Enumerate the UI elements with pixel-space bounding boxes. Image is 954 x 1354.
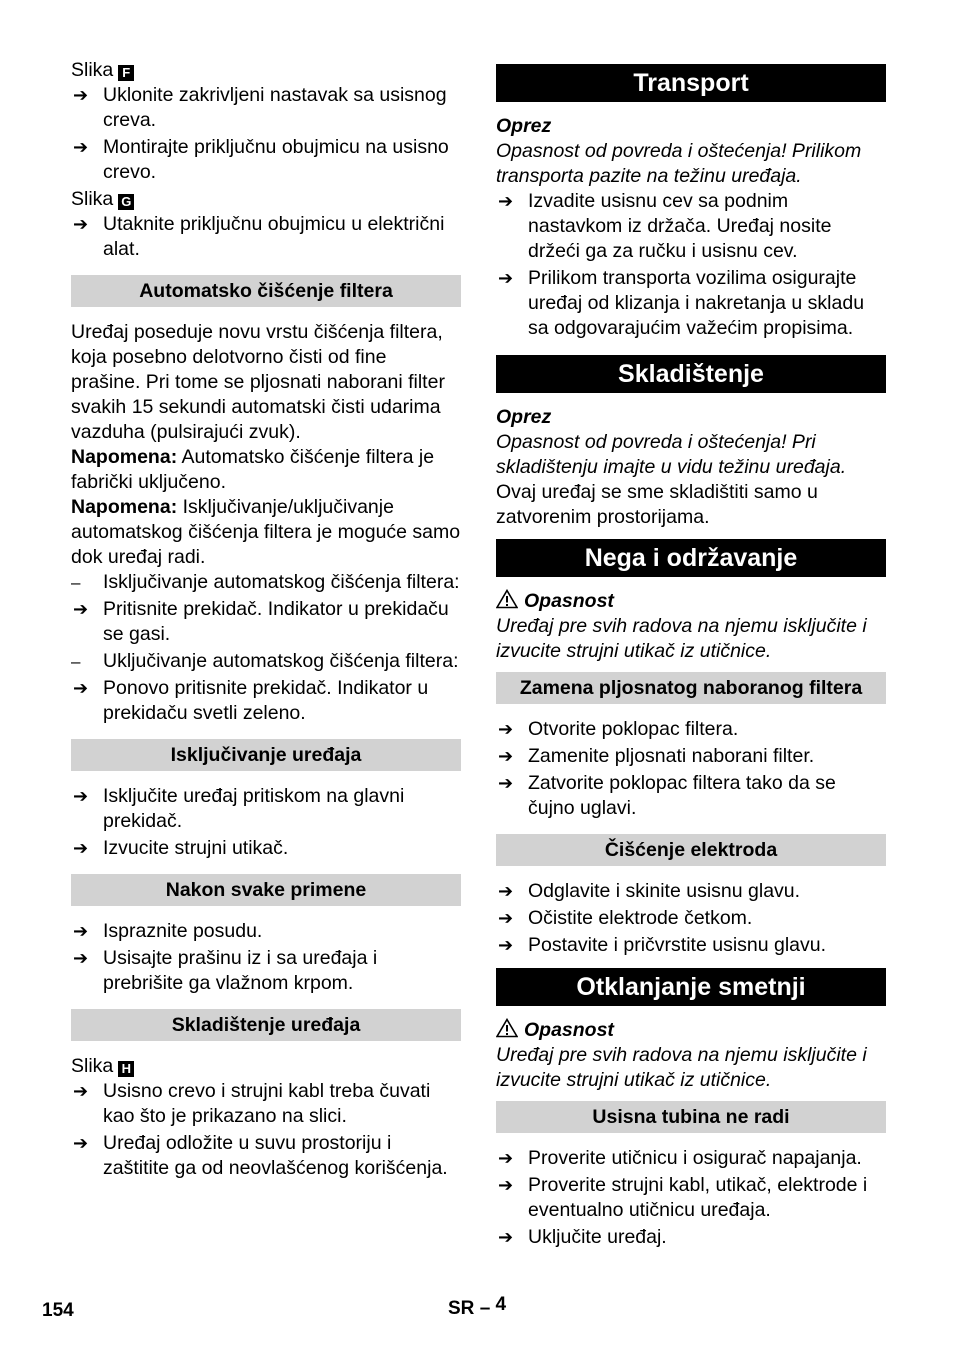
item-text: Ponovo pritisnite prekidač. Indikator u prekidaču svetli zeleno. xyxy=(103,677,429,724)
arrow-right-icon: ➔ xyxy=(498,1148,514,1168)
figure-badge-h: H xyxy=(118,1061,134,1077)
warning-triangle-icon xyxy=(496,1018,518,1038)
item-text: Zamenite pljosnati naborani filter. xyxy=(528,745,815,767)
list-item xyxy=(496,1173,886,1223)
list-item xyxy=(496,189,886,264)
item-text: Pritisnite prekidač. Indikator u prekidaču se gasi. xyxy=(103,598,449,645)
arrow-right-icon: ➔ xyxy=(498,719,514,739)
note-label: Napomena: xyxy=(71,496,178,518)
arrow-right-icon: ➔ xyxy=(73,678,89,698)
figure-badge-f: F xyxy=(118,65,134,81)
footer-dash: – xyxy=(479,1298,491,1319)
section-heading-storage: Skladištenje xyxy=(496,355,886,393)
item-text: Uključite uređaj. xyxy=(528,1226,667,1248)
item-text: Proverite strujni kabl, utikač, elektrode i eventualno utičnicu uređaja. xyxy=(528,1174,868,1221)
item-text: Zatvorite poklopac filtera tako da se čujno uglavi. xyxy=(528,772,836,819)
item-text: Otvorite poklopac filtera. xyxy=(528,718,739,740)
arrow-right-icon: ➔ xyxy=(73,838,89,858)
list-item xyxy=(496,717,886,742)
arrow-right-icon: ➔ xyxy=(498,773,514,793)
item-text: Izvucite strujni utikač. xyxy=(103,837,289,859)
danger-title xyxy=(496,589,886,614)
arrow-right-icon: ➔ xyxy=(498,191,514,211)
figure-reference-f xyxy=(71,58,461,83)
warning-triangle-icon xyxy=(496,589,518,609)
list-item xyxy=(71,1131,461,1181)
item-text: Isključivanje automatskog čišćenja filtera: xyxy=(103,571,460,593)
item-text: Uređaj odložite u suvu prostoriju i zaštitite ga od neovlašćenog korišćenja. xyxy=(103,1132,448,1179)
item-text: Utaknite priključnu obujmicu u električni alat. xyxy=(103,213,445,260)
list-item xyxy=(71,597,461,647)
note-label: Napomena: xyxy=(71,446,178,468)
arrow-right-icon: ➔ xyxy=(73,599,89,619)
list-item xyxy=(496,266,886,341)
arrow-right-icon: ➔ xyxy=(498,268,514,288)
page-number: 154 xyxy=(42,1300,74,1321)
subheading-after-use: Nakon svake primene xyxy=(71,874,461,906)
list-item xyxy=(71,676,461,726)
arrow-right-icon: ➔ xyxy=(73,214,89,234)
list-item xyxy=(496,1225,886,1250)
arrow-right-icon: ➔ xyxy=(498,908,514,928)
arrow-right-icon: ➔ xyxy=(498,881,514,901)
subheading-electrodes: Čišćenje elektroda xyxy=(496,834,886,866)
item-text: Proverite utičnicu i osigurač napajanja. xyxy=(528,1147,862,1169)
arrow-right-icon: ➔ xyxy=(498,935,514,955)
subheading-auto-filter: Automatsko čišćenje filtera xyxy=(71,275,461,307)
dash-marker: – xyxy=(71,652,81,671)
list-item xyxy=(496,771,886,821)
item-text: Usisno crevo i strujni kabl treba čuvati kao što je prikazano na slici. xyxy=(103,1080,431,1127)
arrow-right-icon: ➔ xyxy=(73,1133,89,1153)
list-item xyxy=(71,946,461,996)
subheading-storage-device: Skladištenje uređaja xyxy=(71,1009,461,1041)
section-heading-care: Nega i održavanje xyxy=(496,539,886,577)
item-text: Očistite elektrode četkom. xyxy=(528,907,753,929)
list-item xyxy=(71,570,461,595)
arrow-right-icon: ➔ xyxy=(498,1227,514,1247)
danger-title xyxy=(496,1018,886,1043)
list-item xyxy=(71,135,461,185)
language-code: SR xyxy=(448,1298,475,1319)
item-text: Prilikom transporta vozilima osigurajte uređaj od klizanja i nakretanja u skladu sa odgovarajućim važećim propisima. xyxy=(528,267,865,339)
figure-label: Slika xyxy=(71,59,114,81)
item-text: Odglavite i skinite usisnu glavu. xyxy=(528,880,801,902)
caution-text: Opasnost od povreda i oštećenja! Prilikom transporta pazite na težinu uređaja. xyxy=(496,140,862,187)
right-column xyxy=(496,58,886,1252)
list-item xyxy=(496,1146,886,1171)
arrow-right-icon: ➔ xyxy=(73,137,89,157)
arrow-right-icon: ➔ xyxy=(498,746,514,766)
list-item xyxy=(496,744,886,769)
auto-filter-intro: Uređaj poseduje novu vrstu čišćenja filtera, koja posebno delotvorno čisti od fine prašine. Pri tome se pljosnati naborani filter svakih 15 sekundi automatski čisti udarima vazduha (pulsirajući zvuk). xyxy=(71,321,445,443)
arrow-right-icon: ➔ xyxy=(73,948,89,968)
list-item xyxy=(71,649,461,674)
danger-label: Opasnost xyxy=(524,1019,614,1041)
item-text: Montirajte priključnu obujmicu na usisno crevo. xyxy=(103,136,449,183)
item-text: Usisajte prašinu iz i sa uređaja i prebrišite ga vlažnom krpom. xyxy=(103,947,378,994)
item-text: Ispraznite posudu. xyxy=(103,920,263,942)
left-column xyxy=(71,58,461,1183)
note-1 xyxy=(71,445,461,495)
arrow-right-icon: ➔ xyxy=(73,1081,89,1101)
list-item xyxy=(71,836,461,861)
footer-language-page xyxy=(448,1296,506,1321)
arrow-right-icon: ➔ xyxy=(498,1175,514,1195)
caution-label: Oprez xyxy=(496,115,552,137)
arrow-right-icon: ➔ xyxy=(73,921,89,941)
danger-text: Uređaj pre svih radova na njemu isključite i izvucite strujni utikač iz utičnice. xyxy=(496,1044,867,1091)
list-item xyxy=(71,83,461,133)
caution-text: Opasnost od povreda i oštećenja! Pri skladištenju imajte u vidu težinu uređaja. xyxy=(496,431,847,478)
list-item xyxy=(496,879,886,904)
list-item xyxy=(71,784,461,834)
item-text: Uključivanje automatskog čišćenja filtera: xyxy=(103,650,459,672)
item-text: Isključite uređaj pritiskom na glavni prekidač. xyxy=(103,785,405,832)
section-heading-troubleshooting: Otklanjanje smetnji xyxy=(496,968,886,1006)
section-page-number: 4 xyxy=(495,1294,507,1315)
list-item xyxy=(496,906,886,931)
item-text: Uklonite zakrivljeni nastavak sa usisnog creva. xyxy=(103,84,447,131)
item-text: Postavite i pričvrstite usisnu glavu. xyxy=(528,934,827,956)
figure-label: Slika xyxy=(71,188,114,210)
arrow-right-icon: ➔ xyxy=(73,786,89,806)
section-heading-transport: Transport xyxy=(496,64,886,102)
list-item xyxy=(496,933,886,958)
subheading-turbine: Usisna tubina ne radi xyxy=(496,1101,886,1133)
note-text: Isključivanje/uključivanje automatskog čišćenja filtera je moguće samo dok uređaj radi. xyxy=(71,496,461,568)
subheading-switch-off: Isključivanje uređaja xyxy=(71,739,461,771)
caution-label: Oprez xyxy=(496,406,552,428)
note-text: Automatsko čišćenje filtera je fabrički uključeno. xyxy=(71,446,435,493)
figure-reference-g xyxy=(71,187,461,212)
list-item xyxy=(71,1079,461,1129)
dash-marker: – xyxy=(71,573,81,592)
note-2 xyxy=(71,495,461,570)
subheading-filter-replace: Zamena pljosnatog naboranog filtera xyxy=(496,672,886,704)
figure-badge-g: G xyxy=(118,194,134,210)
arrow-right-icon: ➔ xyxy=(73,85,89,105)
figure-reference-h xyxy=(71,1054,461,1079)
storage-text: Ovaj uređaj se sme skladištiti samo u zatvorenim prostorijama. xyxy=(496,481,818,528)
danger-label: Opasnost xyxy=(524,590,614,612)
list-item xyxy=(71,212,461,262)
danger-text: Uređaj pre svih radova na njemu isključite i izvucite strujni utikač iz utičnice. xyxy=(496,615,867,662)
list-item xyxy=(71,919,461,944)
item-text: Izvadite usisnu cev sa podnim nastavkom iz držača. Uređaj nosite držeći ga za ručku i usisnu cev. xyxy=(528,190,832,262)
figure-label: Slika xyxy=(71,1055,114,1077)
